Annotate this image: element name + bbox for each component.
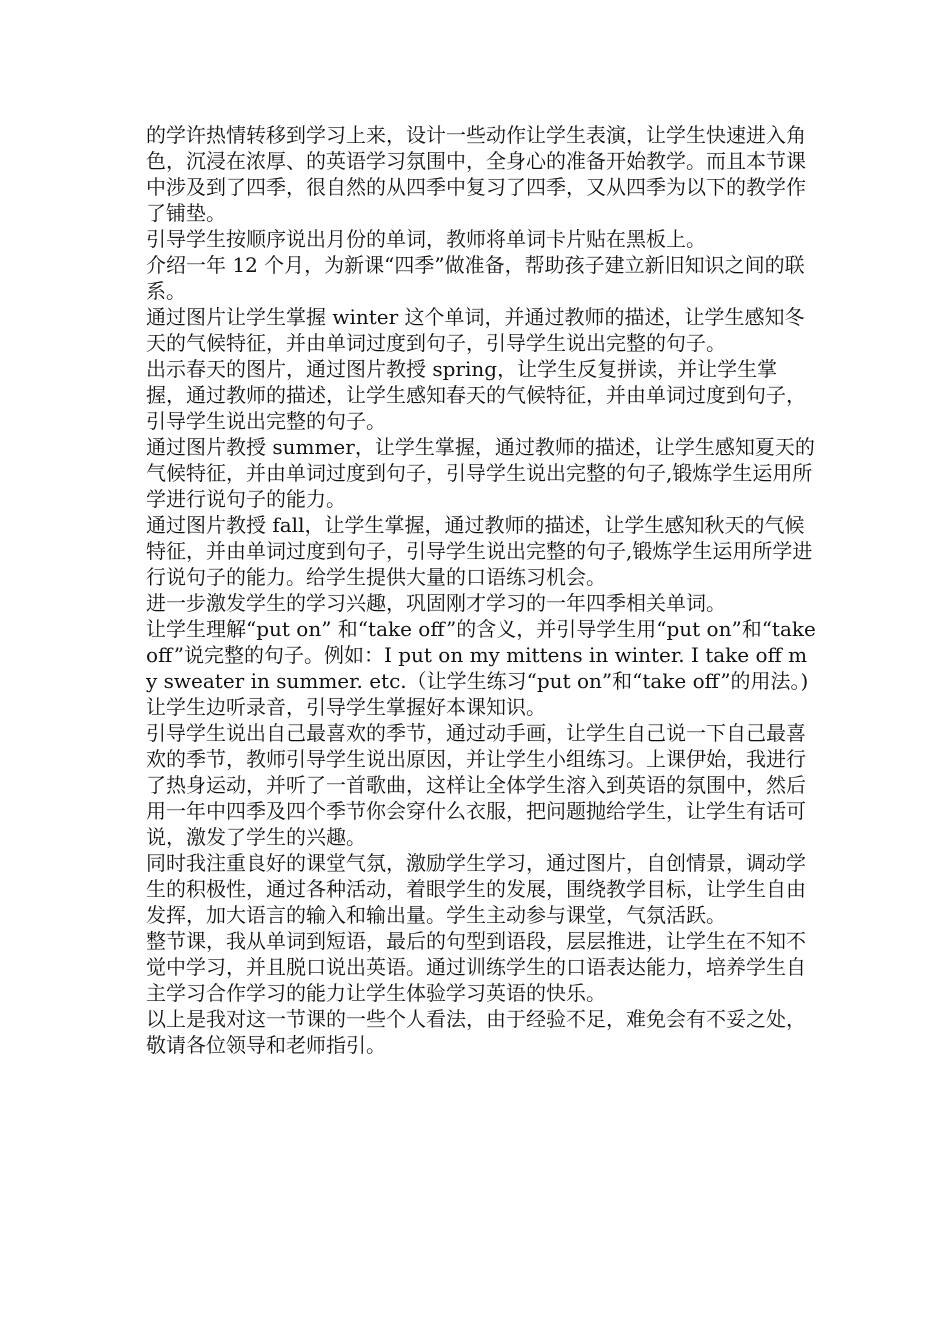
paragraph-8: 进一步激发学生的学习兴趣，巩固刚才学习的一年四季相关单词。 [146,591,726,615]
paragraph-10: 让学生边听录音，引导学生掌握好本课知识。 [146,695,546,719]
paragraph-2: 引导学生按顺序说出月份的单词，教师将单词卡片贴在黑板上。 [146,227,706,251]
paragraph-9: 让学生理解“put on” 和“take off”的含义，并引导学生用“put on”和“take off”说完整的句子。例如：I put on my mittens in winter. I take off my sweater in summer. etc.（让学生练习“put on”和“take off”的用法。) [146,617,816,693]
paragraph-13: 整节课，我从单词到短语，最后的句型到语段，层层推进，让学生在不知不觉中学习，并且脱口说出英语。通过训练学生的口语表达能力，培养学生自主学习合作学习的能力让学生体验学习英语的快乐。 [146,929,806,1005]
paragraph-7: 通过图片教授 fall，让学生掌握，通过教师的描述，让学生感知秋天的气候特征，并由单词过度到句子，引导学生说出完整的句子,锻炼学生运用所学进行说句子的能力。给学生提供大量的口语练习机会。 [146,513,813,589]
paragraph-12: 同时我注重良好的课堂气氛，激励学生学习，通过图片，自创情景，调动学生的积极性，通过各种活动，着眼学生的发展，围绕教学目标，让学生自由发挥，加大语言的输入和输出量。学生主动参与课堂，气氛活跃。 [146,851,806,927]
paragraph-5: 出示春天的图片，通过图片教授 spring，让学生反复拼读，并让学生掌握，通过教师的描述，让学生感知春天的气候特征，并由单词过度到句子，引导学生说出完整的句子。 [146,357,806,433]
paragraph-6: 通过图片教授 summer，让学生掌握，通过教师的描述，让学生感知夏天的气候特征，并由单词过度到句子，引导学生说出完整的句子,锻炼学生运用所学进行说句子的能力。 [146,435,815,511]
paragraph-1: 的学许热情转移到学习上来，设计一些动作让学生表演，让学生快速进入角色，沉浸在浓厚、的英语学习氛围中，全身心的准备开始教学。而且本节课中涉及到了四季，很自然的从四季中复习了四季，又从四季为以下的教学作了铺垫。 [146,123,806,225]
paragraph-11: 引导学生说出自己最喜欢的季节，通过动手画，让学生自己说一下自己最喜欢的季节，教师引导学生说出原因，并让学生小组练习。上课伊始，我进行了热身运动，并听了一首歌曲，这样让全体学生溶入到英语的氛围中，然后用一年中四季及四个季节你会穿什么衣服，把问题抛给学生，让学生有话可说，激发了学生的兴趣。 [146,721,806,849]
paragraph-4: 通过图片让学生掌握 winter 这个单词，并通过教师的描述，让学生感知冬天的气候特征，并由单词过度到句子，引导学生说出完整的句子。 [146,305,805,355]
paragraph-14: 以上是我对这一节课的一些个人看法，由于经验不足，难免会有不妥之处，敬请各位领导和老师指引。 [146,1007,806,1057]
paragraph-3: 介绍一年 12 个月，为新课“四季”做准备，帮助孩子建立新旧知识之间的联系。 [146,253,805,303]
document-body [146,122,816,1058]
